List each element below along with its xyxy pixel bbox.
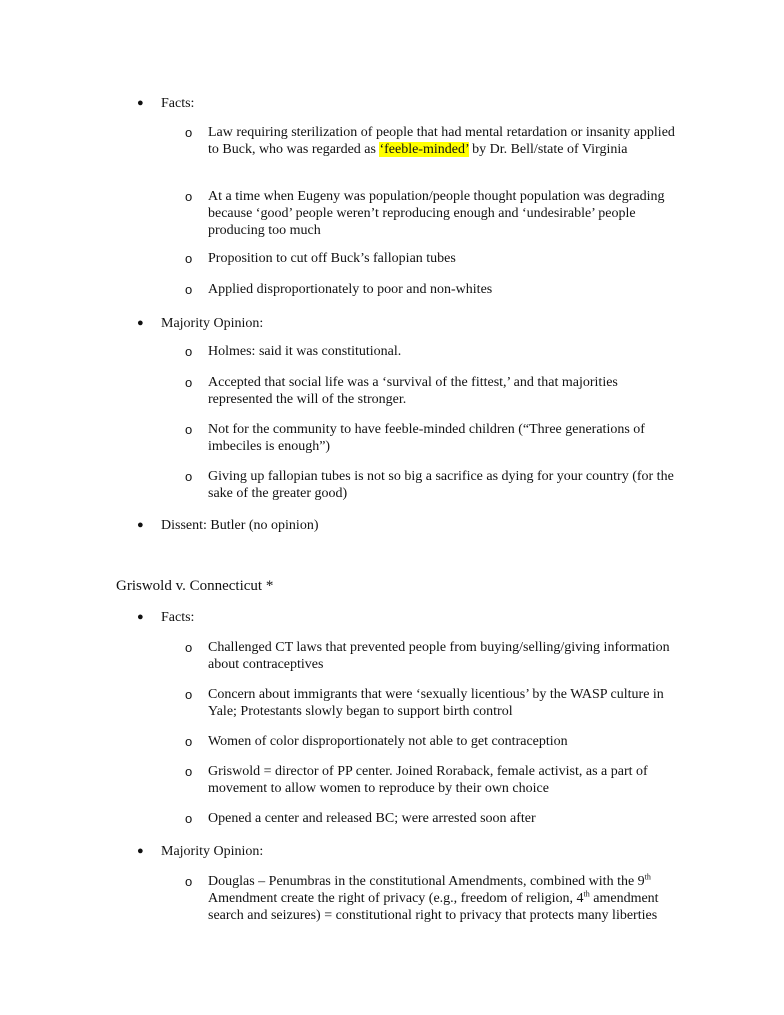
highlighted-text: ‘feeble-minded’ xyxy=(379,142,469,157)
opinion-text: Amendment create the right of privacy (e.g., freedom of religion, 4 xyxy=(208,891,584,906)
majority-label: Majority Opinion: xyxy=(161,316,264,331)
sub-bullet-marker: o xyxy=(185,764,193,779)
sub-bullet-marker: o xyxy=(185,344,193,359)
sub-bullet-marker: o xyxy=(185,811,193,826)
fact-item: Applied disproportionately to poor and non-whites xyxy=(208,282,493,297)
opinion-item: Accepted that social life was a ‘survival of the fittest,’ and that majorities represented the will of the stronger. xyxy=(208,375,618,407)
fact-item: Women of color disproportionately not able to get contraception xyxy=(208,734,568,749)
dissent-item: Dissent: Butler (no opinion) xyxy=(161,518,319,533)
sub-bullet-marker: o xyxy=(185,251,193,266)
bullet-marker: ● xyxy=(137,97,144,109)
fact-text: by Dr. Bell/state of Virginia xyxy=(468,142,628,157)
fact-item: Griswold = director of PP center. Joined Roraback, female activist, as a part of movement to allow women to reproduce by their own choice xyxy=(208,764,648,796)
sub-bullet-marker: o xyxy=(185,469,193,484)
sub-bullet-marker: o xyxy=(185,282,193,297)
sub-bullet-marker: o xyxy=(185,874,193,889)
sub-bullet-marker: o xyxy=(185,125,193,140)
sub-bullet-marker: o xyxy=(185,189,193,204)
opinion-item: Holmes: said it was constitutional. xyxy=(208,344,402,359)
opinion-item: Giving up fallopian tubes is not so big a sacrifice as dying for your country (for the sake of the greater good) xyxy=(208,469,674,501)
ordinal-suffix: th xyxy=(583,889,590,899)
case-heading: Griswold v. Connecticut * xyxy=(116,578,274,594)
fact-item: At a time when Eugeny was population/people thought population was degrading because ‘good’ people weren’t reproducing enough and ‘undesirable’ people producing too much xyxy=(208,189,665,238)
fact-text: Law requiring sterilization of people that had mental retardation or insanity applied to Buck, who was regarded as xyxy=(208,125,675,157)
sub-bullet-marker: o xyxy=(185,687,193,702)
bullet-marker: ● xyxy=(137,611,144,623)
majority-label: Majority Opinion: xyxy=(161,844,264,859)
sub-bullet-marker: o xyxy=(185,640,193,655)
opinion-item: Not for the community to have feeble-minded children (“Three generations of imbeciles is enough”) xyxy=(208,422,645,454)
fact-item: Opened a center and released BC; were arrested soon after xyxy=(208,811,536,826)
bullet-marker: ● xyxy=(137,845,144,857)
ordinal-suffix: th xyxy=(644,872,651,882)
opinion-text: amendment search and seizures) = constitutional right to privacy that protects many liberties xyxy=(208,891,659,923)
facts-label: Facts: xyxy=(161,96,195,111)
sub-bullet-marker: o xyxy=(185,734,193,749)
fact-item: Proposition to cut off Buck’s fallopian tubes xyxy=(208,251,456,266)
sub-bullet-marker: o xyxy=(185,422,193,437)
opinion-item xyxy=(208,873,678,924)
sub-bullet-marker: o xyxy=(185,375,193,390)
facts-label: Facts: xyxy=(161,610,195,625)
opinion-text: Douglas – Penumbras in the constitutional Amendments, combined with the 9 xyxy=(208,874,645,889)
fact-item xyxy=(208,124,678,158)
fact-item: Challenged CT laws that prevented people from buying/selling/giving information about contraceptives xyxy=(208,640,670,672)
fact-item: Concern about immigrants that were ‘sexually licentious’ by the WASP culture in Yale; Protestants slowly began to support birth control xyxy=(208,687,664,719)
bullet-marker: ● xyxy=(137,519,144,531)
bullet-marker: ● xyxy=(137,317,144,329)
